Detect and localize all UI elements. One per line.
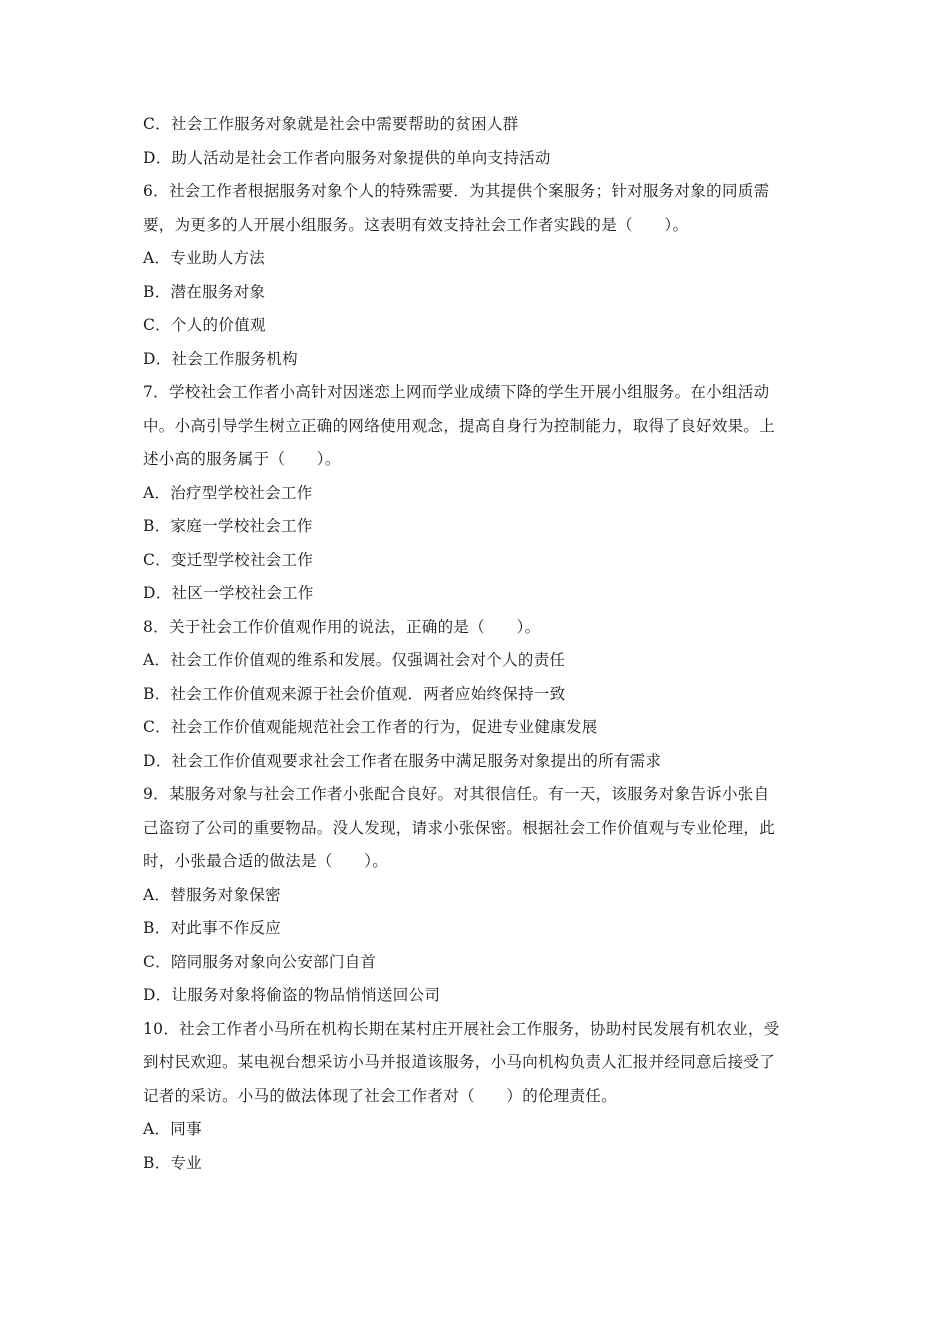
- question-line: 到村民欢迎。某电视台想采访小马并报道该服务，小马向机构负责人汇报并经同意后接受了: [143, 1053, 776, 1071]
- answer-option: A．治疗型学校社会工作: [143, 483, 313, 502]
- question-line: 9．某服务对象与社会工作者小张配合良好。对其很信任。有一天，该服务对象告诉小张自: [143, 785, 770, 803]
- answer-option: B．潜在服务对象: [143, 282, 266, 301]
- question-line: 述小高的服务属于（ ）。: [143, 450, 341, 468]
- question-stem: [143, 1013, 823, 1114]
- answer-option: B．专业: [143, 1153, 203, 1172]
- answer-option: D．社会工作价值观要求社会工作者在服务中满足服务对象提出的所有需求: [143, 751, 662, 770]
- answer-option: C．陪同服务对象向公安部门自首: [143, 952, 377, 971]
- question-line: 7．学校社会工作者小高针对因迷恋上网而学业成绩下降的学生开展小组服务。在小组活动: [143, 383, 770, 401]
- answer-option: A．专业助人方法: [143, 249, 266, 267]
- answer-option: C．社会工作服务对象就是社会中需要帮助的贫困人群: [143, 115, 519, 133]
- answer-option: B．社会工作价值观来源于社会价值观．两者应始终保持一致: [143, 684, 566, 703]
- question-line: 8．关于社会工作价值观作用的说法，正确的是（ ）。: [143, 617, 541, 636]
- answer-option: D．社区一学校社会工作: [143, 584, 314, 602]
- answer-option: C．变迁型学校社会工作: [143, 550, 314, 569]
- answer-option: A．替服务对象保密: [143, 885, 281, 904]
- answer-option: D．让服务对象将偷盗的物品悄悄送回公司: [143, 986, 441, 1004]
- question-line: 时，小张最合适的做法是（ ）。: [143, 852, 389, 870]
- question-line: 记者的采访。小马的做法体现了社会工作者对（ ）的伦理责任。: [143, 1086, 618, 1105]
- answer-option: B．家庭一学校社会工作: [143, 517, 313, 535]
- question-stem: [143, 376, 823, 477]
- answer-option: D．社会工作服务机构: [143, 349, 298, 368]
- answer-option: A．同事: [143, 1120, 202, 1138]
- question-line: 中。小高引导学生树立正确的网络使用观念，提高自身行为控制能力，取得了良好效果。上: [143, 416, 776, 435]
- answer-option: A．社会工作价值观的维系和发展。仅强调社会对个人的责任: [143, 651, 566, 669]
- question-line: 要，为更多的人开展小组服务。这表明有效支持社会工作者实践的是（ ）。: [143, 215, 689, 234]
- answer-option: D．助人活动是社会工作者向服务对象提供的单向支持活动: [143, 148, 551, 167]
- document-body: [143, 108, 823, 1180]
- question-stem: [143, 611, 823, 645]
- question-stem: [143, 175, 823, 242]
- question-stem: [143, 778, 823, 879]
- answer-option: C．社会工作价值观能规范社会工作者的行为，促进专业健康发展: [143, 718, 598, 736]
- question-line: 己盗窃了公司的重要物品。没人发现，请求小张保密。根据社会工作价值观与专业伦理，此: [143, 818, 776, 837]
- question-line: 6．社会工作者根据服务对象个人的特殊需要．为其提供个案服务；针对服务对象的同质需: [143, 182, 770, 200]
- answer-option: C．个人的价值观: [143, 316, 266, 334]
- answer-option: B．对此事不作反应: [143, 919, 282, 937]
- question-line: 10．社会工作者小马所在机构长期在某村庄开展社会工作服务，协助村民发展有机农业，受: [143, 1019, 780, 1038]
